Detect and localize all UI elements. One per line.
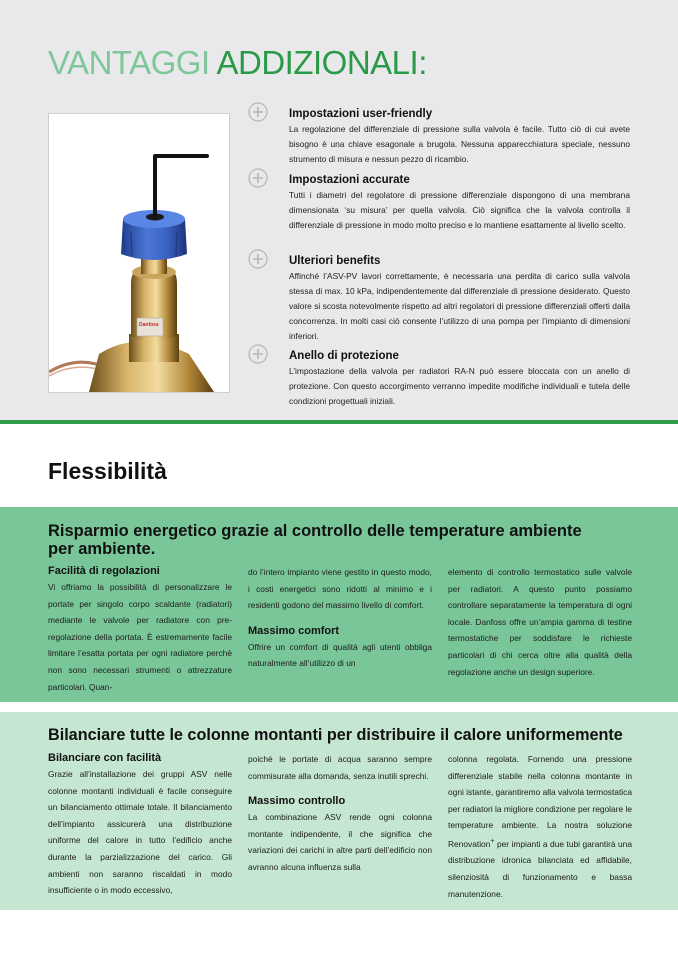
column-heading: Massimo comfort <box>248 624 340 637</box>
text-column <box>448 751 632 902</box>
column-heading: Massimo controllo <box>248 795 346 808</box>
energy-saving-section <box>0 507 678 702</box>
feature-benefits <box>248 255 630 344</box>
feature-protection-ring <box>248 350 630 409</box>
section-title <box>48 522 582 558</box>
feature-text: La regolazione del differenziale di pressione sulla valvola è facile. Tutto ciò di cui avete bisogno è una chiave esagonale a brugola. Nessuna apparecchiatura speciale, nessuno strumento di misura e nessun pezzo di ricambio. <box>289 124 630 164</box>
column-text: Offrire un comfort di qualità agli utenti obbliga naturalmente all’utilizzo di un <box>248 641 432 669</box>
column-text-part: per impianti a due tubi garantirà una distribuzione idronica bilanciata ed affidabile, silenziosità di funzionamento e bassa manutenzione. <box>448 838 632 899</box>
column-heading: Facilità di regolazioni <box>48 565 160 577</box>
superscript-plus: + <box>490 837 495 845</box>
plus-circle-icon <box>248 249 268 269</box>
brand-label: Danfoss <box>139 322 159 328</box>
text-column <box>248 751 432 876</box>
section-heading: Flessibilità <box>48 458 167 484</box>
feature-text: L’impostazione della valvola per radiatori RA-N può essere bloccata con un anello di protezione. Con questo accorgimento verranno impedite modifiche individuali e tutela delle condizioni progettuali iniziali. <box>289 366 630 406</box>
product-photo <box>48 113 230 393</box>
plus-circle-icon <box>248 344 268 364</box>
column-text: do l’intero impianto viene gestito in questo modo, i costi energetici sono ridotti al minimo e i residenti godono del massimo livello di comfort. <box>248 567 432 611</box>
valve-illustration <box>49 114 229 392</box>
page-headline <box>48 44 427 82</box>
section-title: Bilanciare tutte le colonne montanti per distribuire il calore uniformemente <box>48 726 623 744</box>
column-text: poichè le portate di acqua saranno sempre commisurate alla domanda, senza inutili sprechi. <box>248 754 432 781</box>
column-heading: Bilanciare con facilità <box>48 752 162 764</box>
balancing-section <box>0 712 678 910</box>
feature-title: Impostazioni accurate <box>289 174 410 186</box>
section-title-line: Risparmio energetico grazie al controllo delle temperature ambiente <box>48 522 582 540</box>
feature-title: Ulteriori benefits <box>289 255 381 267</box>
column-text: Grazie all’installazione dei gruppi ASV nelle colonne montanti individuali è facile conseguire un bilanciamento ottimale totale. Il bilanciamento dell’impianto assicurerà una distribuzione uniforme del calore in tutto l’edificio anche durante la parzializzazione del carico. Gli ambienti non saranno riscaldati in modo insufficiente o in modo eccessivo, <box>48 769 232 896</box>
column-text: Vi offriamo la possibilità di personalizzare le portate per singolo corpo scaldante (radiatori) mediante le valvole per radiatore con pre-regolazione della portata. È estremamente facile limitare l’esatta portata per ogni radiatore perchè non sono necessari strumenti o attrezzature particolari. Quan- <box>48 582 232 692</box>
feature-accurate <box>248 174 630 233</box>
headline-dark: ADDIZIONALI: <box>216 44 427 81</box>
text-column <box>248 564 432 672</box>
plus-circle-icon <box>248 102 268 122</box>
feature-user-friendly <box>248 108 630 167</box>
feature-text: Affinché l’ASV-PV lavori correttamente, è necessaria una perdita di carico sulla valvola stessa di max. 10 kPa, indipendentemente dal differenziale di pressione desiderato. Questo valore si scosta notevolmente rispetto ad altri regolatori di pressione differenziali offerti dalla concorrenza. In molti casi ciò consente l’utilizzo di una pompa per l’impianto di dimensioni inferiori. <box>289 271 630 341</box>
text-column <box>448 564 632 680</box>
column-text <box>448 751 632 902</box>
column-text: elemento di controllo termostatico sulle valvole per radiatori. A questo punto possiamo controllare separatamente la temperatura di ogni locale. Danfoss offre un’ampia gamma di testine termostatiche per soddisfare le richieste particolari di chi cerca oltre alla qualità della regolazione anche un design superiore. <box>448 567 632 677</box>
text-column <box>48 564 232 695</box>
column-text-part: colonna regolata. Fornendo una pressione differenziale stabile nella colonna montante in ogni istante, garantiremo alla valvola termostatica per radiatori la migliore condizione per regolare le temperature ambiente. La nostra soluzione Renovation <box>448 754 632 849</box>
headline-light: VANTAGGI <box>48 44 210 81</box>
feature-text: Tutti i diametri del regolatore di pressione differenziale dispongono di una membrana dimensionata ‘su misura’ per quella valvola. Ciò significa che la valvola controlla il differenziale di pressione in modo molto preciso e lo mantiene esattamente al livello scelto. <box>289 190 630 230</box>
feature-title: Anello di protezione <box>289 350 399 362</box>
section-title-line: per ambiente. <box>48 540 156 558</box>
divider-line <box>0 420 678 424</box>
feature-title: Impostazioni user-friendly <box>289 108 433 120</box>
column-text: La combinazione ASV rende ogni colonna montante indipendente, il che significa che variazioni dei carichi in altre parti dell’edificio non avranno alcuna influenza sulla <box>248 812 432 872</box>
plus-circle-icon <box>248 168 268 188</box>
text-column <box>48 751 232 899</box>
